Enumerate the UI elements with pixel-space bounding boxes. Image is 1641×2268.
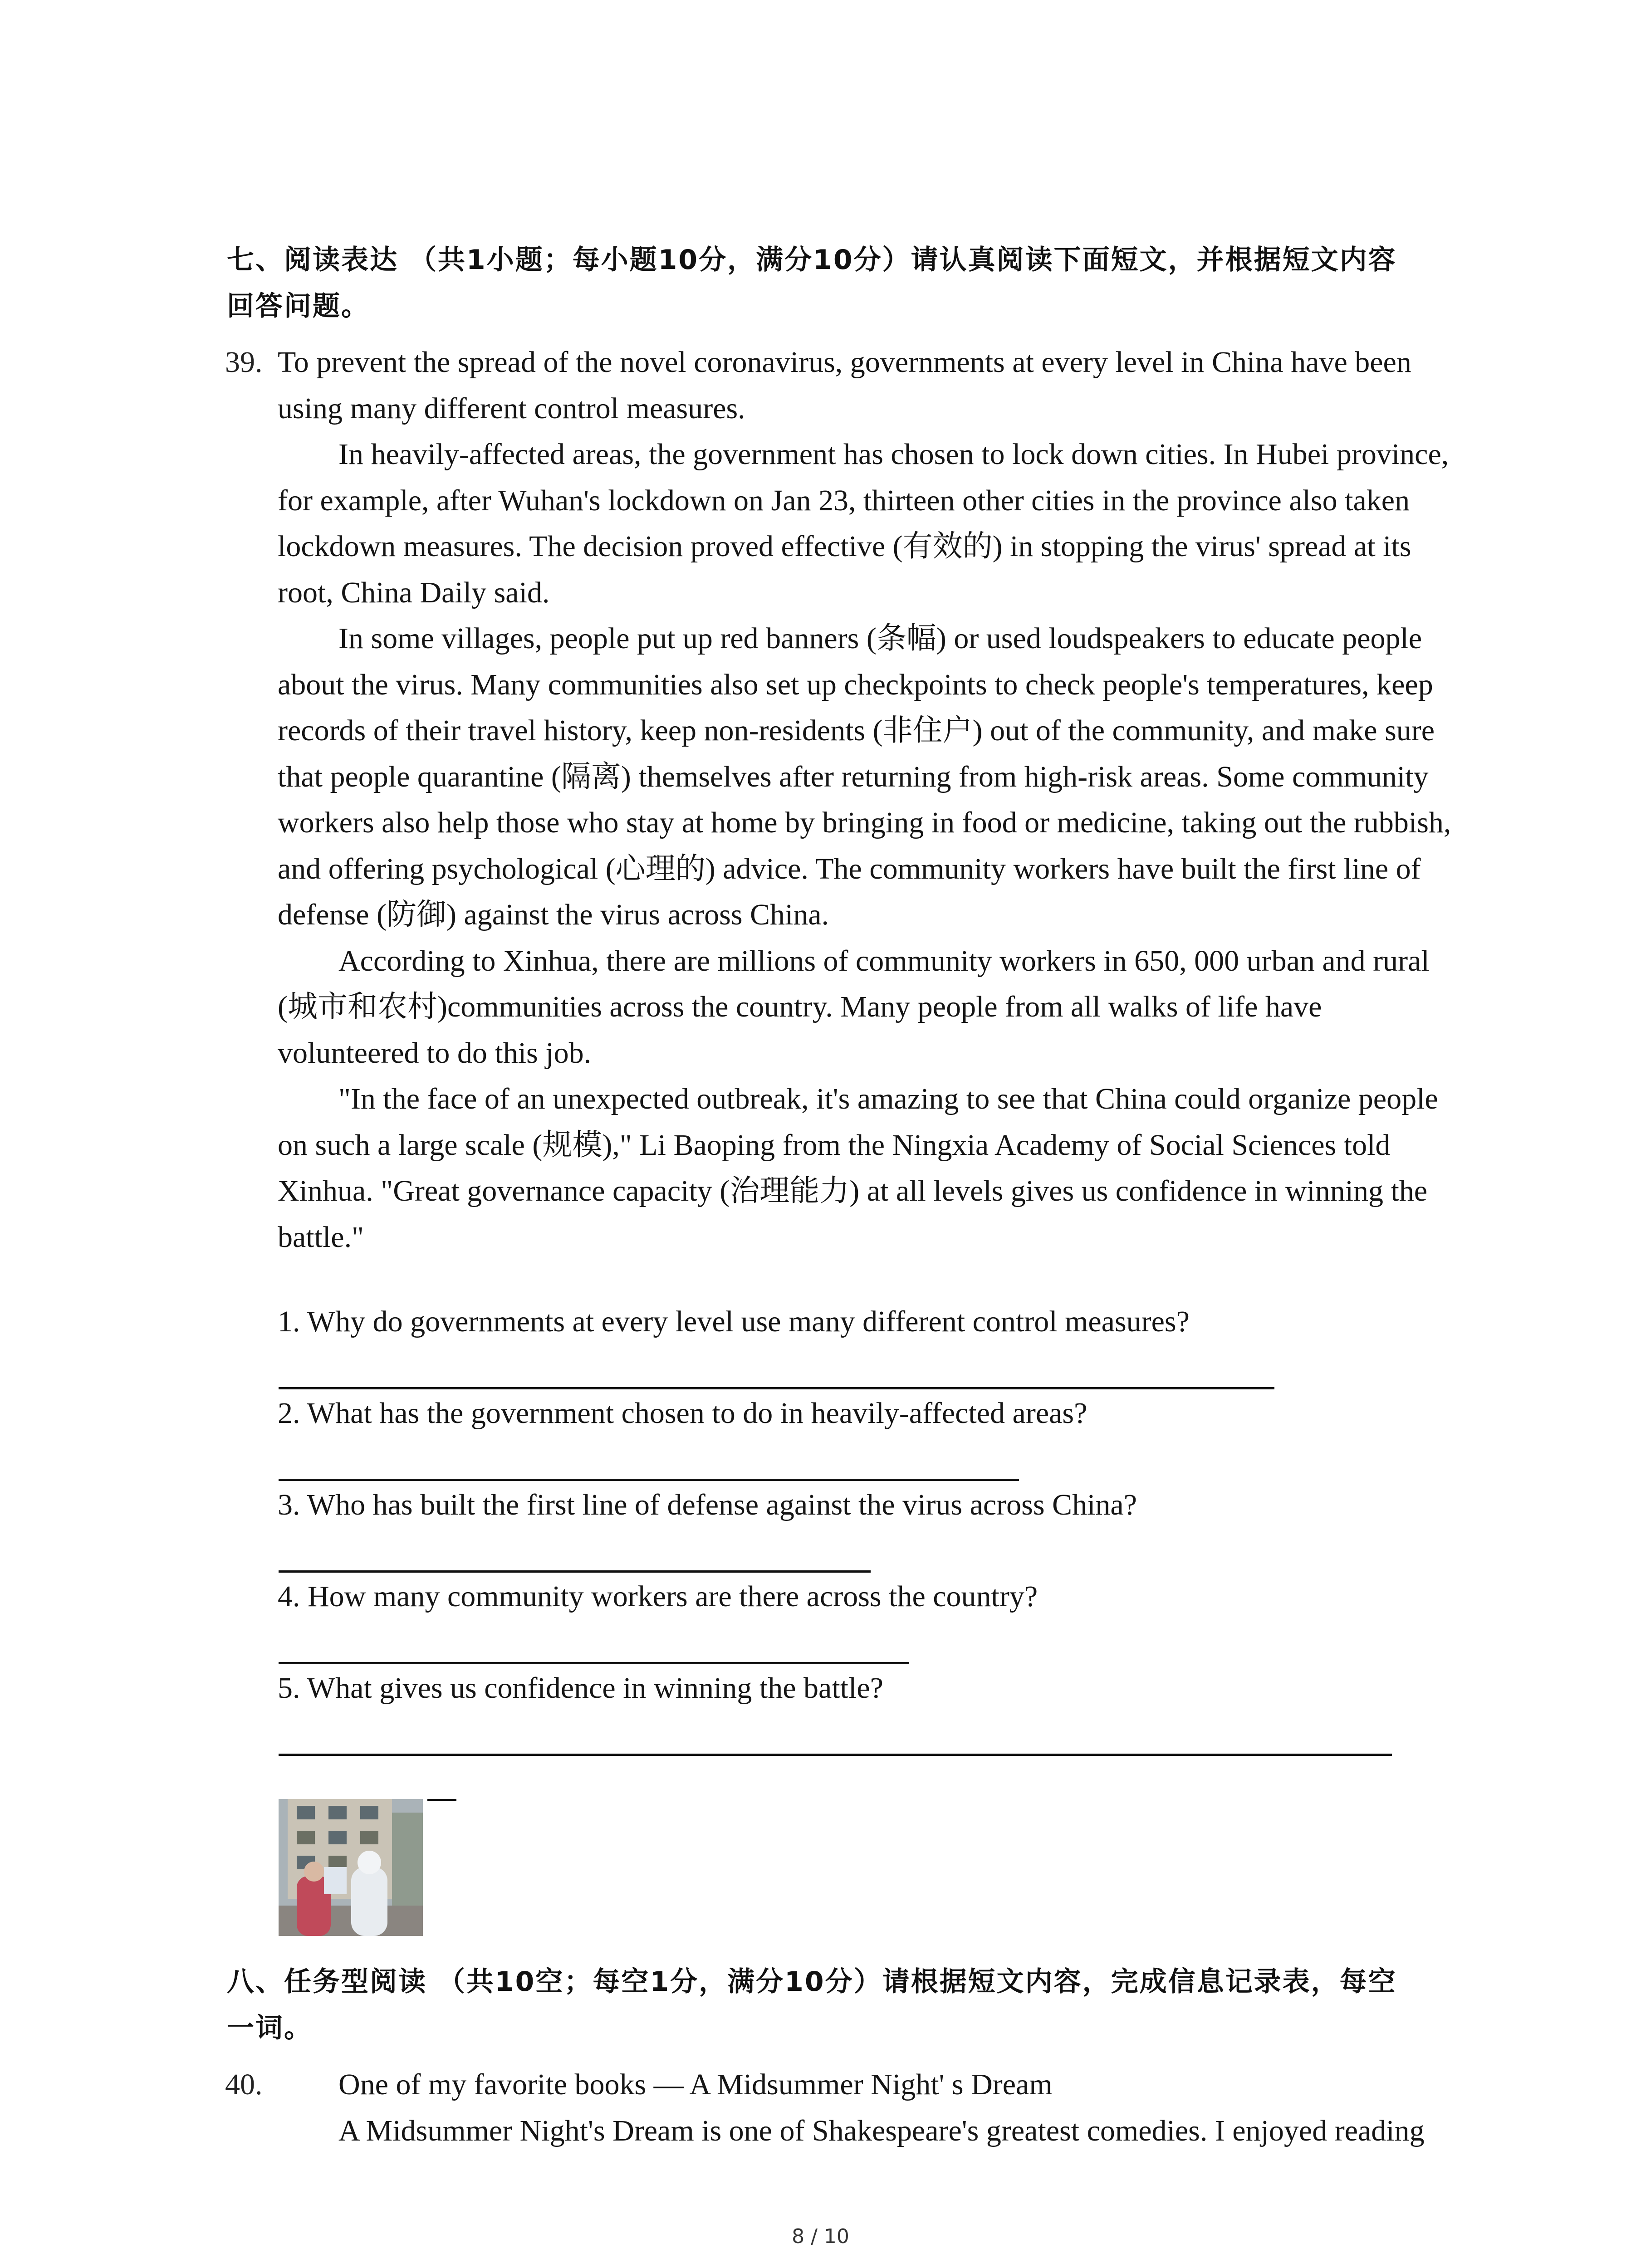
section-heading-line: 一词。 <box>227 2012 313 2044</box>
question-number: 40. <box>225 2068 263 2101</box>
section-heading-line: 七、阅读表达 （共1小题；每小题10分，满分10分）请认真阅读下面短文，并根据短文内容 <box>227 244 1397 276</box>
section-heading-line: 回答问题。 <box>227 290 370 322</box>
section-heading <box>227 237 1452 329</box>
question-number: 39. <box>225 346 263 379</box>
photo-illustration <box>279 1799 423 1936</box>
passage-paragraph: "In the face of an unexpected outbreak, it's amazing to see that China could organize people on such a large scale (规模)," Li Baoping from the Ningxia Academy of Social Sciences told Xinhua. "Great governance capacity (治理能力) at all levels gives us confidence in winning the battle." <box>278 1082 1438 1254</box>
passage-paragraph: A Midsummer Night's Dream is one of Shakespeare's greatest comedies. I enjoyed reading <box>338 2114 1425 2147</box>
comprehension-question: 3. Who has built the first line of defense against the virus across China? <box>278 1488 1137 1521</box>
comprehension-question: 4. How many community workers are there across the country? <box>278 1580 1038 1613</box>
section-heading <box>227 1959 1452 2051</box>
comprehension-question: 5. What gives us confidence in winning the battle? <box>278 1672 883 1705</box>
answer-line <box>279 1479 1019 1481</box>
page-number: 8 / 10 <box>792 2225 849 2248</box>
answer-line <box>279 1754 1392 1756</box>
comprehension-question: 1. Why do governments at every level use many different control measures? <box>278 1305 1190 1338</box>
answer-line-fragment <box>427 1799 456 1801</box>
answer-line <box>279 1387 1274 1389</box>
reading-passage <box>278 339 1457 1260</box>
section-heading-line: 八、任务型阅读 （共10空；每空1分，满分10分）请根据短文内容，完成信息记录表，每空 <box>227 1966 1397 1998</box>
answer-line <box>279 1662 909 1664</box>
passage-paragraph: To prevent the spread of the novel coronavirus, governments at every level in China have been using many different control measures. <box>278 346 1411 425</box>
passage-paragraph: In some villages, people put up red banners (条幅) or used loudspeakers to educate people about the virus. Many communities also set up checkpoints to check people's temperatures, keep records of their travel history, keep non-residents (非住户) out of the community, and make sure that people quarantine (隔离) themselves after returning from high-risk areas. Some community workers also help those who stay at home by bringing in food or medicine, taking out the rubbish, and offering psychological (心理的) advice. The community workers have built the first line of defense (防御) against the virus across China. <box>278 622 1451 931</box>
community-workers-photo <box>279 1799 423 1936</box>
passage-paragraph: In heavily-affected areas, the government has chosen to lock down cities. In Hubei province, for example, after Wuhan's lockdown on Jan 23, thirteen other cities in the province also taken lockdown measures. The decision proved effective (有效的) in stopping the virus' spread at its root, China Daily said. <box>278 438 1449 609</box>
passage-title: One of my favorite books — A Midsummer Night' s Dream <box>338 2068 1053 2101</box>
answer-line <box>279 1570 871 1573</box>
passage-paragraph: According to Xinhua, there are millions of community workers in 650, 000 urban and rural (城市和农村)communities across the country. Many people from all walks of life have volunteered to do this job. <box>278 944 1430 1070</box>
comprehension-question: 2. What has the government chosen to do in heavily-affected areas? <box>278 1397 1087 1430</box>
